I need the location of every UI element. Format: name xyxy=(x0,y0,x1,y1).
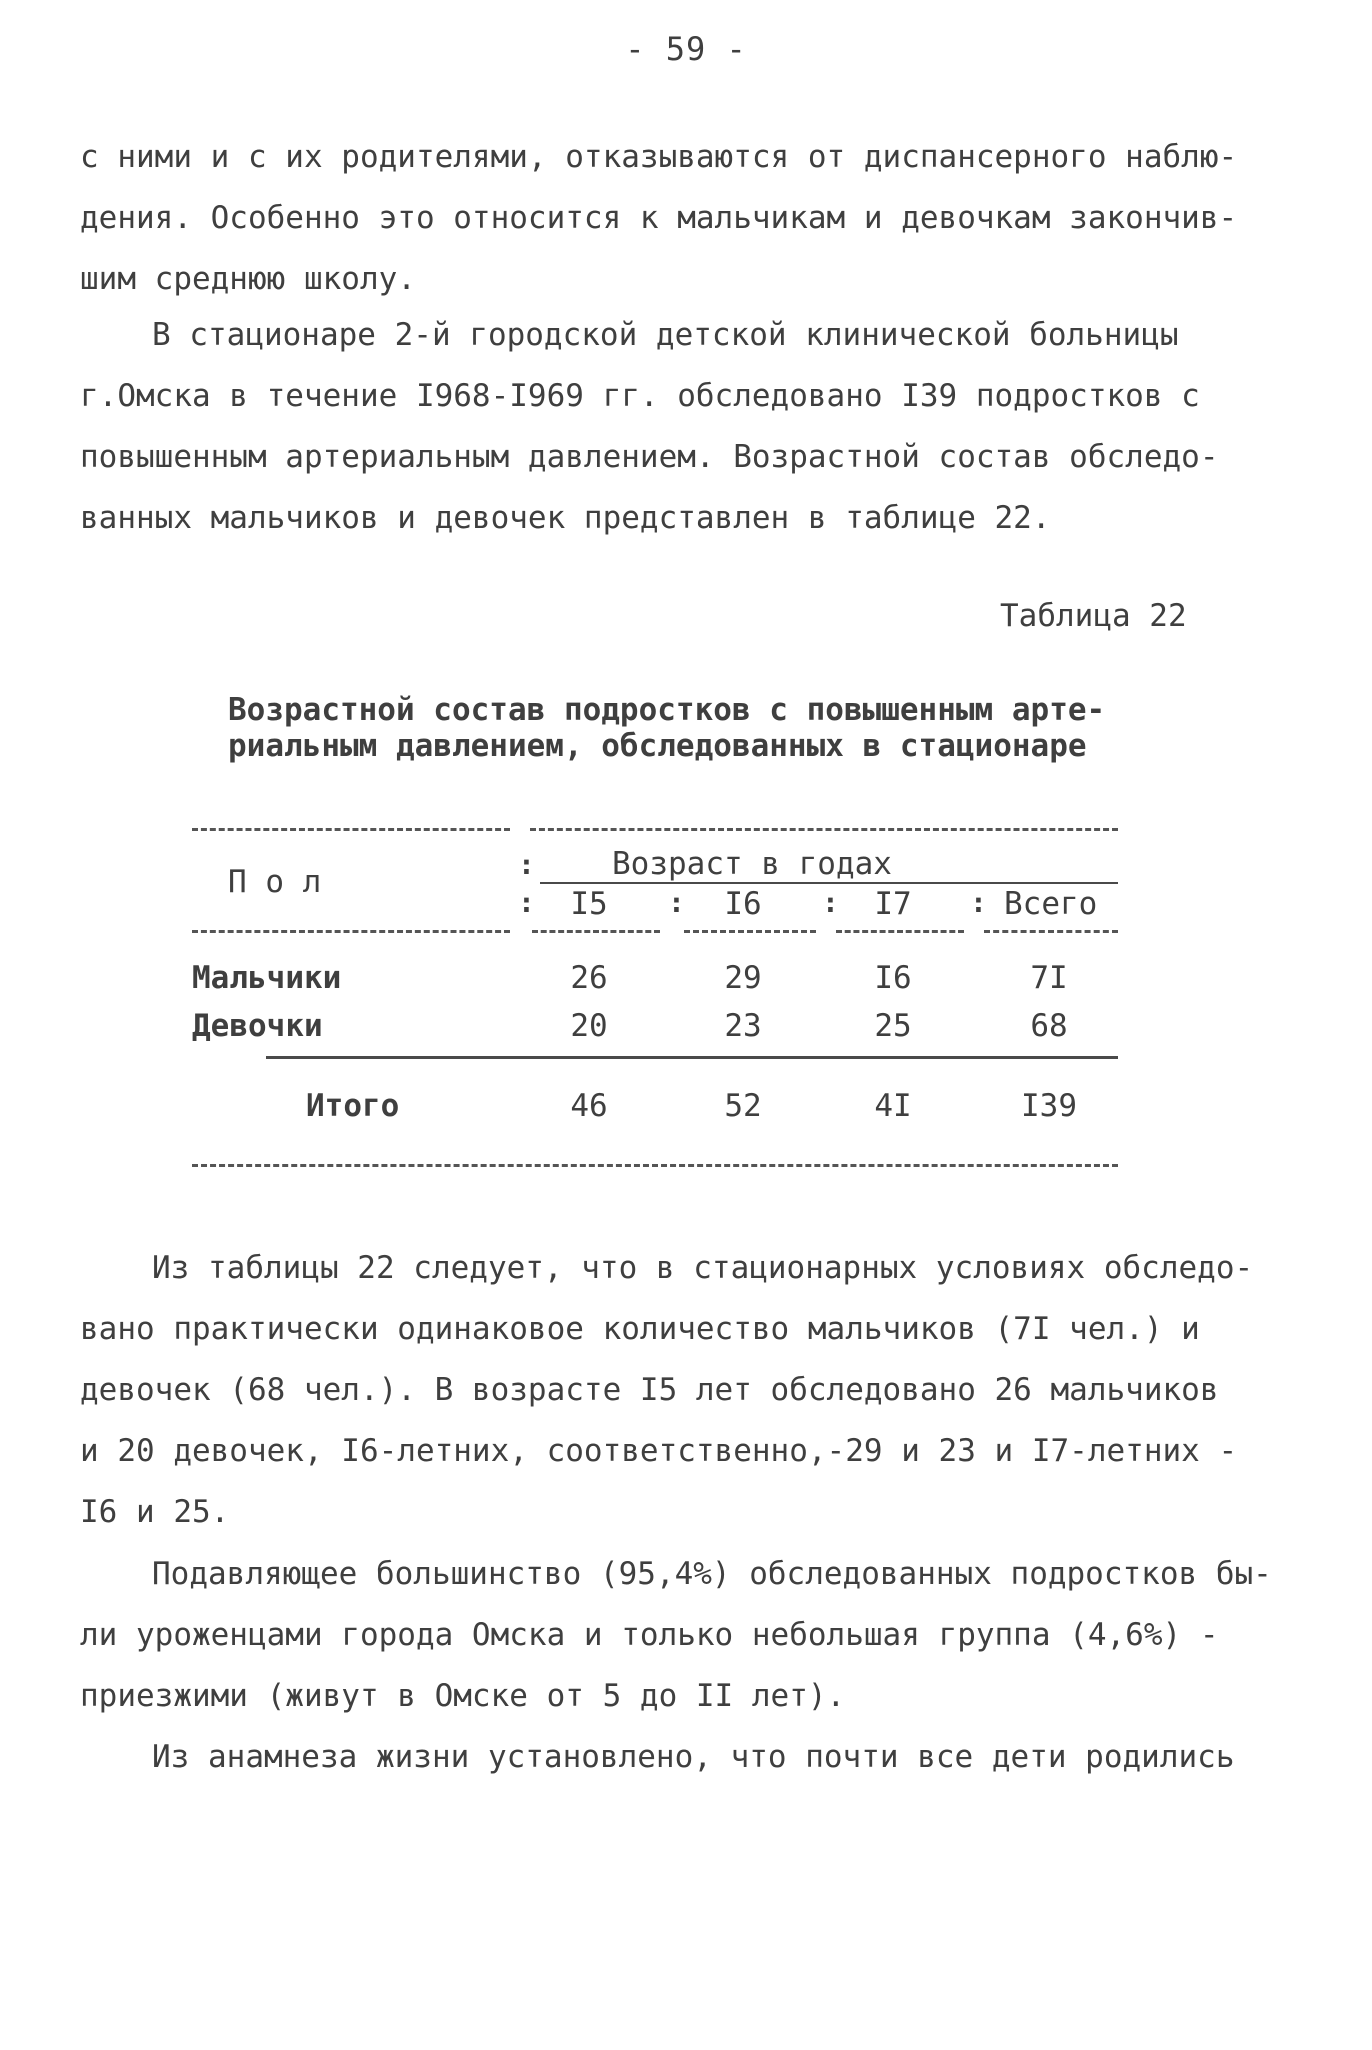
table-top-rule-right xyxy=(530,828,1118,831)
header-age-group: Возраст в годах xyxy=(612,846,892,882)
header-age-16: I6 xyxy=(724,886,762,922)
row-boys-15: 26 xyxy=(570,960,608,996)
paragraph-hospital-study: В стационаре 2-й городской детской клинической больницы г.Омска в течение I968-I969 гг. обследовано I39 подростков с повышенным артериальным давлением. Возрастной состав обследо- ванных мальчиков и девочек представлен в таблице 22. xyxy=(80,317,1219,536)
total-16: 52 xyxy=(724,1088,762,1124)
total-17: 4I xyxy=(874,1088,912,1124)
total-15: 46 xyxy=(570,1088,608,1124)
row-girls-16: 23 xyxy=(724,1008,762,1044)
header-bottom-rule-17 xyxy=(836,930,964,933)
row-girls-total: 68 xyxy=(1030,1008,1068,1044)
age-group-underline xyxy=(540,882,1118,884)
row-boys-17: I6 xyxy=(874,960,912,996)
header-sex: П о л xyxy=(228,864,322,900)
row-label-girls: Девочки xyxy=(192,1008,323,1044)
table-caption: Возрастной состав подростков с повышенным арте- риальным давлением, обследованных в стационаре xyxy=(228,692,1106,764)
header-bottom-rule-total xyxy=(984,930,1118,933)
header-bottom-rule-16 xyxy=(684,930,816,933)
page-number: - 59 - xyxy=(625,30,747,68)
table-top-rule-left xyxy=(192,828,510,831)
row-boys-16: 29 xyxy=(724,960,762,996)
header-age-15: I5 xyxy=(570,886,608,922)
table-label: Таблица 22 xyxy=(1000,598,1187,634)
total-all: I39 xyxy=(1021,1088,1077,1124)
paragraph-intro-continued: с ними и с их родителями, отказываются от диспансерного наблю- дения. Особенно это относится к мальчикам и девочкам закончив- шим среднюю школу. xyxy=(80,139,1238,297)
header-bottom-rule-15 xyxy=(532,930,660,933)
header-separator-4: : xyxy=(822,886,839,919)
row-boys-total: 7I xyxy=(1030,960,1068,996)
total-row-rule xyxy=(266,1056,1118,1059)
paragraph-anamnesis: Из анамнеза жизни установлено, что почти все дети родились xyxy=(152,1739,1235,1775)
header-separator-1: : xyxy=(518,848,535,881)
row-label-boys: Мальчики xyxy=(192,960,342,996)
row-girls-17: 25 xyxy=(874,1008,912,1044)
header-separator-2: : xyxy=(518,886,535,919)
header-bottom-rule-sex xyxy=(192,930,510,933)
row-label-total: Итого xyxy=(306,1088,400,1124)
row-girls-15: 20 xyxy=(570,1008,608,1044)
table-bottom-rule xyxy=(192,1164,1118,1167)
header-separator-5: : xyxy=(970,886,987,919)
header-age-17: I7 xyxy=(874,886,912,922)
header-total: Всего xyxy=(1004,886,1098,922)
paragraph-table-analysis: Из таблицы 22 следует, что в стационарных условиях обследо- вано практически одинаковое количество мальчиков (7I чел.) и девочек (68 чел.). В возрасте I5 лет обследовано 26 мальчиков и 20 девочек, I6-летних, соответственно,-29 и 23 и I7-летних - I6 и 25. xyxy=(80,1250,1254,1530)
header-separator-3: : xyxy=(668,886,685,919)
paragraph-birthplace: Подавляющее большинство (95,4%) обследованных подростков бы- ли уроженцами города Омска и только небольшая группа (4,6%) - приезжими (живут в Омске от 5 до II лет). xyxy=(80,1556,1272,1714)
